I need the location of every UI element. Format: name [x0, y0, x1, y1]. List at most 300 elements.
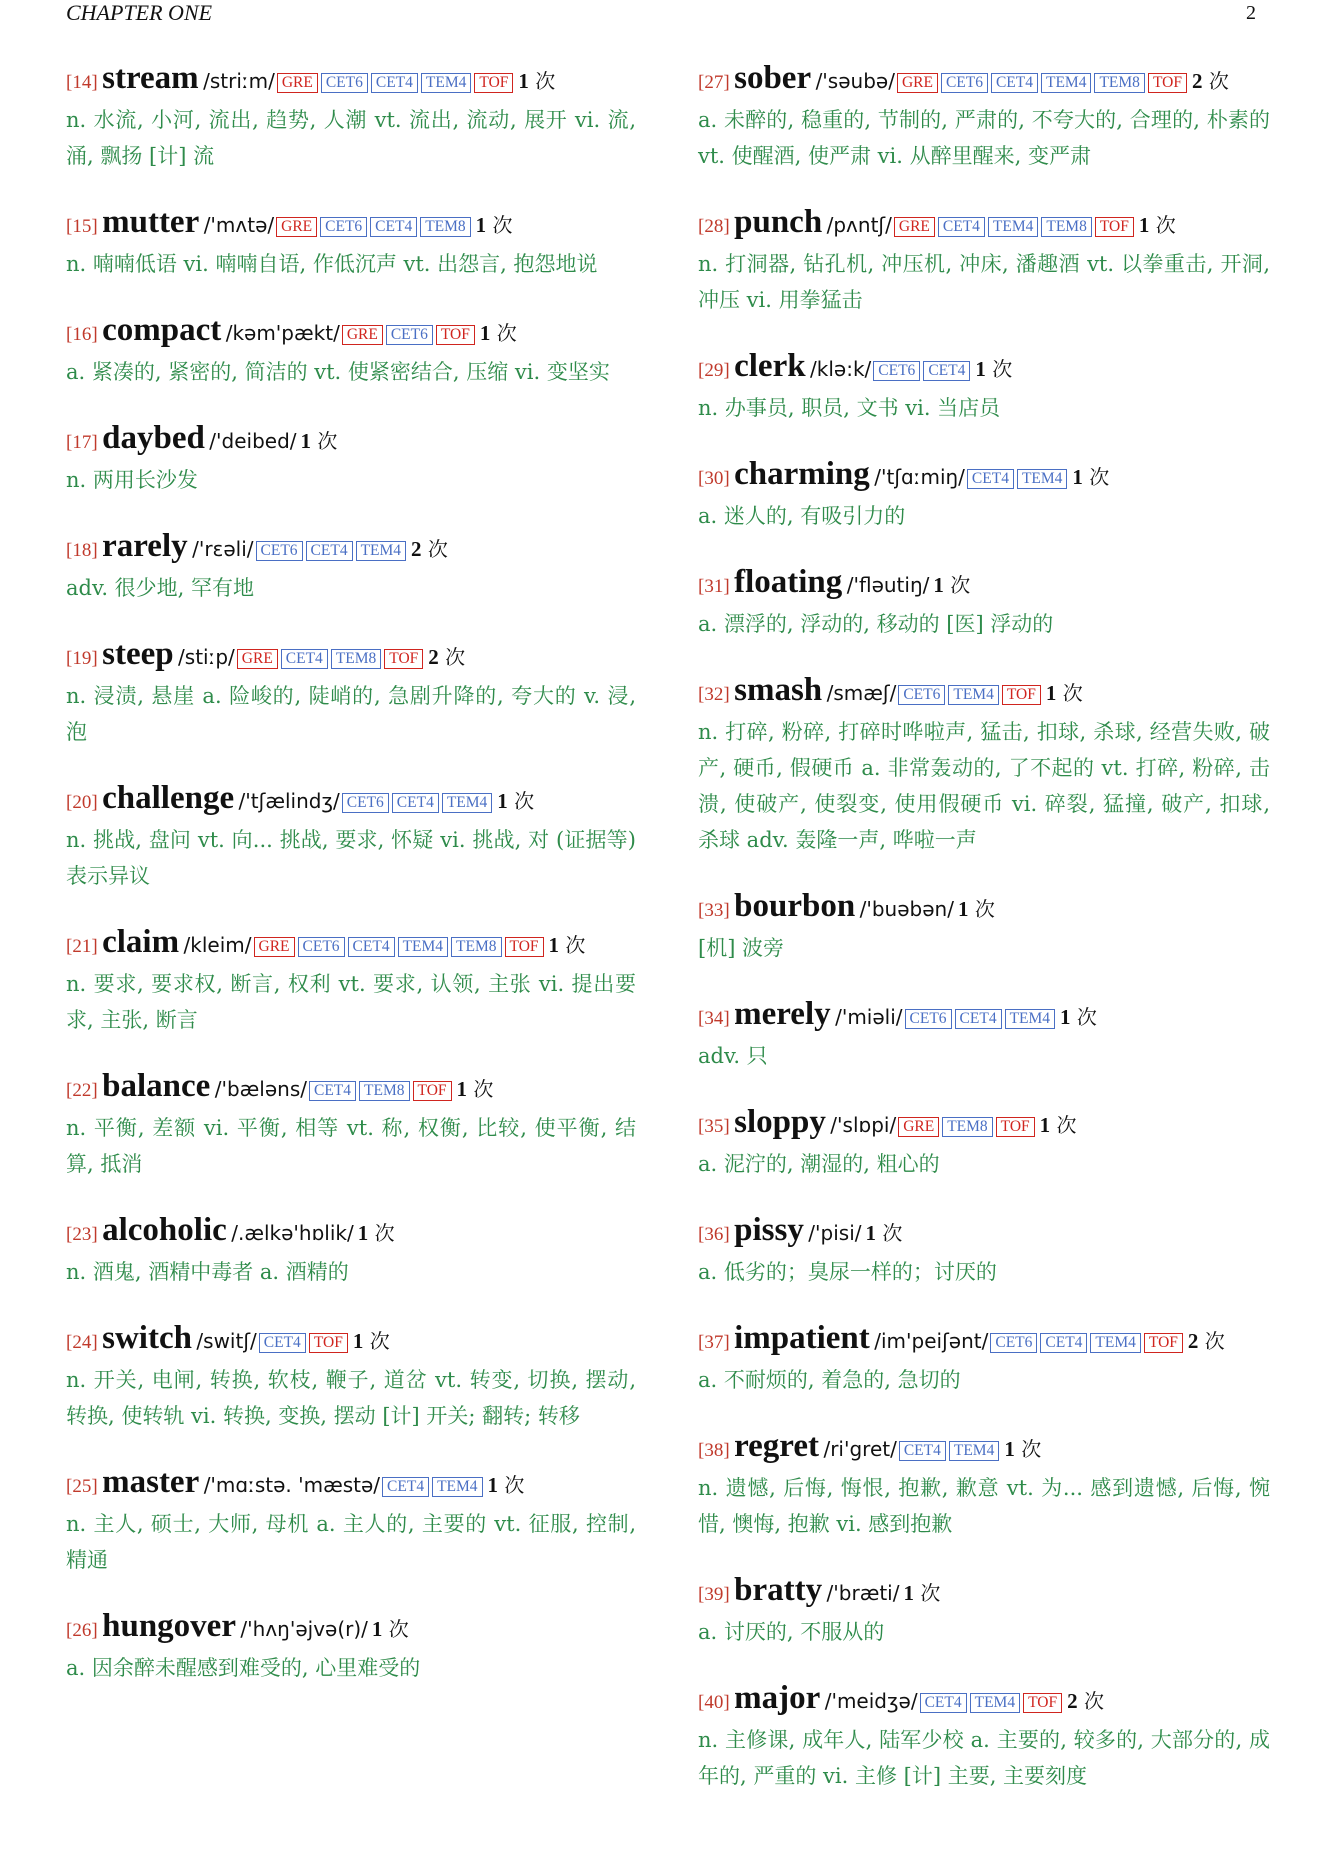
- entry-index: [24]: [66, 1332, 98, 1353]
- exam-tag: CET6: [320, 217, 367, 237]
- entry-index: [22]: [66, 1080, 98, 1101]
- count-value: 1: [518, 69, 529, 93]
- count-unit: 次: [514, 789, 535, 813]
- occurrence-count: [301, 429, 338, 453]
- phonetic: /kəm'pækt/: [225, 321, 340, 345]
- vocab-entry: [66, 1608, 636, 1686]
- headword: sober: [734, 60, 812, 96]
- occurrence-count: [1067, 1689, 1104, 1713]
- phonetic: /'meidʒə/: [824, 1689, 918, 1713]
- exam-tag: TEM8: [1094, 73, 1144, 93]
- count-value: 1: [479, 321, 491, 345]
- phonetic: /'deibed/: [209, 429, 297, 453]
- phonetic: /'buəbən/: [859, 897, 954, 921]
- vocab-entry: [698, 564, 1270, 642]
- count-unit: 次: [504, 1473, 525, 1497]
- headword: challenge: [102, 780, 235, 816]
- entry-index: [33]: [698, 900, 730, 921]
- phonetic: /'pisi/: [808, 1221, 862, 1245]
- occurrence-count: [1060, 1005, 1097, 1029]
- occurrence-count: [1004, 1437, 1041, 1461]
- headword: smash: [734, 672, 823, 708]
- occurrence-count: [903, 1581, 940, 1605]
- entry-headline: [698, 204, 1270, 246]
- exam-tag: GRE: [342, 325, 383, 345]
- count-value: 1: [352, 1329, 364, 1353]
- exam-tag: CET6: [321, 73, 368, 93]
- count-value: 1: [371, 1617, 383, 1641]
- definition: n. 办事员, 职员, 文书 vi. 当店员: [698, 396, 1001, 420]
- exam-tag: TEM4: [1005, 1009, 1055, 1029]
- headword: master: [102, 1464, 200, 1500]
- count-value: 1: [497, 789, 508, 813]
- phonetic: /im'peiʃənt/: [874, 1329, 989, 1353]
- occurrence-count: [518, 69, 555, 93]
- exam-tag: GRE: [276, 217, 317, 237]
- definition: a. 低劣的；臭尿一样的；讨厌的: [698, 1260, 997, 1284]
- vocab-entry: [66, 312, 636, 390]
- entry-headline: [66, 1068, 636, 1110]
- entry-headline: [66, 420, 636, 462]
- entry-index: [35]: [698, 1116, 730, 1137]
- entry-headline: [698, 1572, 1270, 1614]
- entry-index: [29]: [698, 360, 730, 381]
- vocab-entry: [698, 1212, 1270, 1290]
- exam-tag: TEM4: [442, 793, 492, 813]
- phonetic: /'hʌŋ'əjvə(r)/: [240, 1617, 368, 1641]
- vocab-entry: [66, 1212, 636, 1290]
- exam-tag: CET4: [370, 217, 417, 237]
- headword: compact: [102, 312, 222, 348]
- occurrence-count: [865, 1221, 902, 1245]
- exam-tag: CET4: [259, 1333, 306, 1353]
- entry-index: [37]: [698, 1332, 730, 1353]
- exam-tag: CET4: [920, 1693, 967, 1713]
- exam-tag: CET4: [382, 1477, 429, 1497]
- occurrence-count: [1192, 69, 1229, 93]
- definition: n. 挑战, 盘问 vt. 向... 挑战, 要求, 怀疑 vi. 挑战, 对 (证据等) 表示异议: [66, 828, 636, 888]
- exam-tag: TOF: [413, 1081, 452, 1101]
- headword: mutter: [102, 204, 200, 240]
- headword: bratty: [734, 1572, 823, 1608]
- headword: claim: [102, 924, 180, 960]
- definition: adv. 只: [698, 1044, 768, 1068]
- count-value: 2: [411, 537, 422, 561]
- entry-index: [25]: [66, 1476, 98, 1497]
- headword: hungover: [102, 1608, 236, 1644]
- exam-tag: TEM4: [432, 1477, 482, 1497]
- definition: adv. 很少地, 罕有地: [66, 576, 255, 600]
- occurrence-count: [428, 645, 465, 669]
- phonetic: /'slɒpi/: [830, 1113, 897, 1137]
- headword: bourbon: [734, 888, 856, 924]
- exam-tag: CET4: [309, 1081, 356, 1101]
- headword: balance: [102, 1068, 211, 1104]
- exam-tag: TOF: [505, 937, 544, 957]
- entry-index: [18]: [66, 540, 98, 561]
- definition: n. 两用长沙发: [66, 468, 198, 492]
- vocab-entry: [698, 1320, 1270, 1398]
- definition: n. 主修课, 成年人, 陆军少校 a. 主要的, 较多的, 大部分的, 成年的, 严重的 vi. 主修 [计] 主要, 主要刻度: [698, 1728, 1270, 1788]
- entry-index: [38]: [698, 1440, 730, 1461]
- headword: impatient: [734, 1320, 870, 1356]
- vocab-entry: [66, 420, 636, 498]
- exam-tag: TEM4: [949, 1441, 999, 1461]
- headword: pissy: [734, 1212, 804, 1248]
- occurrence-count: [1072, 465, 1109, 489]
- occurrence-count: [1188, 1329, 1225, 1353]
- count-unit: 次: [1155, 213, 1176, 237]
- exam-tag: TOF: [384, 649, 423, 669]
- phonetic: /smæʃ/: [826, 681, 897, 705]
- exam-tag: TEM4: [970, 1693, 1020, 1713]
- definition: n. 酒鬼, 酒精中毒者 a. 酒精的: [66, 1260, 349, 1284]
- definition: n. 喃喃低语 vi. 喃喃自语, 作低沉声 vt. 出怨言, 抱怨地说: [66, 252, 598, 276]
- entry-headline: [66, 204, 636, 246]
- count-unit: 次: [1021, 1437, 1042, 1461]
- entry-headline: [66, 1212, 636, 1254]
- entry-index: [39]: [698, 1584, 730, 1605]
- vocab-entry: [66, 1464, 636, 1578]
- headword: rarely: [102, 528, 188, 564]
- count-unit: 次: [427, 537, 448, 561]
- exam-tag: GRE: [277, 73, 318, 93]
- vocab-entry: [698, 1428, 1270, 1542]
- exam-tag: CET6: [256, 541, 303, 561]
- vocab-entry: [698, 348, 1270, 426]
- count-unit: 次: [1076, 1005, 1097, 1029]
- count-unit: 次: [920, 1581, 941, 1605]
- entry-headline: [698, 672, 1270, 714]
- entry-headline: [66, 924, 636, 966]
- exam-tag: CET6: [990, 1333, 1037, 1353]
- count-unit: 次: [317, 429, 338, 453]
- entry-index: [20]: [66, 792, 98, 813]
- definition: a. 泥泞的, 潮湿的, 粗心的: [698, 1152, 940, 1176]
- exam-tag: CET4: [281, 649, 328, 669]
- count-value: 1: [1060, 1005, 1071, 1029]
- count-value: 1: [957, 897, 969, 921]
- entry-index: [14]: [66, 72, 98, 93]
- phonetic: /'miəli/: [835, 1005, 903, 1029]
- exam-tag: CET6: [941, 73, 988, 93]
- headword: alcoholic: [102, 1212, 227, 1248]
- count-value: 1: [975, 357, 986, 381]
- vocab-entry: [698, 60, 1270, 174]
- phonetic: /'rɛəli/: [192, 537, 254, 561]
- count-unit: 次: [882, 1221, 903, 1245]
- occurrence-count: [1139, 213, 1176, 237]
- exam-tag: GRE: [254, 937, 295, 957]
- definition: a. 不耐烦的, 着急的, 急切的: [698, 1368, 961, 1392]
- phonetic: /'tʃɑːmiŋ/: [874, 465, 965, 489]
- vocab-entry: [66, 1320, 636, 1434]
- exam-tag: TEM4: [356, 541, 406, 561]
- count-value: 1: [1138, 213, 1150, 237]
- exam-tag: CET4: [306, 541, 353, 561]
- left-column: [66, 60, 636, 1716]
- occurrence-count: [975, 357, 1012, 381]
- headword: daybed: [102, 420, 205, 456]
- count-unit: 次: [992, 357, 1013, 381]
- occurrence-count: [549, 933, 586, 957]
- entry-index: [32]: [698, 684, 730, 705]
- exam-tag: CET4: [955, 1009, 1002, 1029]
- phonetic: /stiːp/: [178, 645, 235, 669]
- headword: switch: [102, 1320, 192, 1356]
- definition: n. 打碎, 粉碎, 打碎时哗啦声, 猛击, 扣球, 杀球, 经营失败, 破产, 硬币, 假硬币 a. 非常轰动的, 了不起的 vt. 打碎, 粉碎, 击溃, 使破产, 使裂变, 使用假硬币 vi. 碎裂, 猛撞, 破产, 扣球, 杀球 adv. 轰隆一声, 哗啦一声: [698, 720, 1270, 852]
- occurrence-count: [1046, 681, 1083, 705]
- headword: clerk: [734, 348, 806, 384]
- headword: stream: [102, 60, 199, 96]
- headword: regret: [734, 1428, 819, 1464]
- definition: a. 紧凑的, 紧密的, 简洁的 vt. 使紧密结合, 压缩 vi. 变坚实: [66, 360, 610, 384]
- entry-headline: [698, 1428, 1270, 1470]
- definition: a. 因余醉未醒感到难受的, 心里难受的: [66, 1656, 421, 1680]
- count-unit: 次: [388, 1617, 409, 1641]
- exam-tag: GRE: [237, 649, 278, 669]
- phonetic: /switʃ/: [196, 1329, 257, 1353]
- headword: sloppy: [734, 1104, 826, 1140]
- count-unit: 次: [1083, 1689, 1104, 1713]
- count-unit: 次: [492, 213, 513, 237]
- occurrence-count: [372, 1617, 409, 1641]
- definition: n. 要求, 要求权, 断言, 权利 vt. 要求, 认领, 主张 vi. 提出要求, 主张, 断言: [66, 972, 636, 1032]
- entry-headline: [698, 60, 1270, 102]
- chapter-title: CHAPTER ONE: [66, 0, 213, 25]
- count-value: 1: [548, 933, 560, 957]
- definition: a. 漂浮的, 浮动的, 移动的 [医] 浮动的: [698, 612, 1054, 636]
- exam-tag: CET6: [386, 325, 433, 345]
- count-unit: 次: [565, 933, 586, 957]
- occurrence-count: [411, 537, 448, 561]
- exam-tag: TEM4: [988, 217, 1038, 237]
- count-unit: 次: [369, 1329, 390, 1353]
- definition: n. 水流, 小河, 流出, 趋势, 人潮 vt. 流出, 流动, 展开 vi. 流, 涌, 飘扬 [计] 流: [66, 108, 636, 168]
- count-unit: 次: [1089, 465, 1110, 489]
- count-value: 1: [475, 213, 487, 237]
- occurrence-count: [497, 789, 534, 813]
- count-unit: 次: [1062, 681, 1083, 705]
- entry-index: [36]: [698, 1224, 730, 1245]
- count-value: 2: [1067, 1689, 1078, 1713]
- entry-headline: [66, 780, 636, 822]
- entry-headline: [66, 1464, 636, 1506]
- count-value: 1: [1039, 1113, 1051, 1137]
- headword: floating: [734, 564, 843, 600]
- phonetic: /'mʌtə/: [203, 213, 275, 237]
- phonetic: /'mɑːstə. 'mæstə/: [203, 1473, 381, 1497]
- vocab-entry: [66, 528, 636, 606]
- count-unit: 次: [1204, 1329, 1225, 1353]
- definition: n. 打洞器, 钻孔机, 冲压机, 冲床, 潘趣酒 vt. 以拳重击, 开洞, 冲压 vi. 用拳猛击: [698, 252, 1270, 312]
- exam-tag: TEM8: [451, 937, 501, 957]
- count-value: 1: [1072, 465, 1083, 489]
- exam-tag: CET4: [938, 217, 985, 237]
- count-value: 1: [300, 429, 312, 453]
- entry-headline: [66, 528, 636, 570]
- exam-tag: CET4: [392, 793, 439, 813]
- entry-index: [15]: [66, 216, 98, 237]
- exam-tag: TOF: [1023, 1693, 1062, 1713]
- phonetic: /striːm/: [203, 69, 275, 93]
- exam-tag: TOF: [309, 1333, 348, 1353]
- vocab-entry: [698, 1104, 1270, 1182]
- entry-index: [27]: [698, 72, 730, 93]
- vocab-entry: [698, 672, 1270, 858]
- exam-tag: CET6: [898, 685, 945, 705]
- vocab-entry: [66, 636, 636, 750]
- count-unit: 次: [1056, 1113, 1077, 1137]
- entry-headline: [66, 312, 636, 354]
- count-unit: 次: [473, 1077, 494, 1101]
- count-value: 2: [1187, 1329, 1199, 1353]
- entry-index: [16]: [66, 324, 98, 345]
- occurrence-count: [358, 1221, 395, 1245]
- occurrence-count: [353, 1329, 390, 1353]
- entry-headline: [66, 60, 636, 102]
- entry-index: [34]: [698, 1008, 730, 1029]
- exam-tag: CET4: [991, 73, 1038, 93]
- exam-tag: TOF: [1095, 217, 1134, 237]
- count-unit: 次: [496, 321, 517, 345]
- exam-tag: CET4: [371, 73, 418, 93]
- occurrence-count: [488, 1473, 525, 1497]
- entry-index: [19]: [66, 648, 98, 669]
- exam-tag: TOF: [1148, 73, 1187, 93]
- exam-tag: TEM4: [398, 937, 448, 957]
- entry-headline: [698, 1212, 1270, 1254]
- vocab-entry: [698, 1572, 1270, 1650]
- exam-tag: CET4: [1040, 1333, 1087, 1353]
- count-value: 1: [357, 1221, 369, 1245]
- vocab-entry: [698, 456, 1270, 534]
- entry-index: [26]: [66, 1620, 98, 1641]
- exam-tag: TEM8: [359, 1081, 409, 1101]
- entry-index: [28]: [698, 216, 730, 237]
- phonetic: /'fləutiŋ/: [846, 573, 930, 597]
- exam-tag: TEM8: [420, 217, 470, 237]
- exam-tag: GRE: [894, 217, 935, 237]
- phonetic: /klə:k/: [810, 357, 872, 381]
- definition: n. 遗憾, 后悔, 悔恨, 抱歉, 歉意 vt. 为... 感到遗憾, 后悔, 惋惜, 懊悔, 抱歉 vi. 感到抱歉: [698, 1476, 1270, 1536]
- count-value: 1: [903, 1581, 914, 1605]
- count-value: 1: [487, 1473, 499, 1497]
- count-value: 2: [428, 645, 439, 669]
- exam-tag: TOF: [996, 1117, 1035, 1137]
- count-value: 2: [1191, 69, 1203, 93]
- count-unit: 次: [445, 645, 466, 669]
- count-value: 1: [1004, 1437, 1015, 1461]
- exam-tag: TOF: [474, 73, 513, 93]
- right-column: [698, 60, 1270, 1824]
- phonetic: /pʌntʃ/: [826, 213, 892, 237]
- vocab-entry: [698, 204, 1270, 318]
- phonetic: /'səubə/: [815, 69, 895, 93]
- entry-headline: [698, 888, 1270, 930]
- phonetic: /'bæləns/: [214, 1077, 307, 1101]
- entry-headline: [698, 456, 1270, 498]
- exam-tag: TOF: [1144, 1333, 1183, 1353]
- definition: n. 主人, 硕士, 大师, 母机 a. 主人的, 主要的 vt. 征服, 控制, 精通: [66, 1512, 636, 1572]
- headword: steep: [102, 636, 174, 672]
- page-header: [66, 0, 1256, 30]
- exam-tag: TEM8: [942, 1117, 992, 1137]
- vocab-entry: [66, 1068, 636, 1182]
- occurrence-count: [958, 897, 995, 921]
- occurrence-count: [476, 213, 513, 237]
- count-value: 1: [1045, 681, 1057, 705]
- entry-headline: [66, 1320, 636, 1362]
- vocab-entry: [66, 204, 636, 282]
- entry-headline: [698, 996, 1270, 1038]
- entry-index: [23]: [66, 1224, 98, 1245]
- headword: charming: [734, 456, 870, 492]
- exam-tag: CET6: [298, 937, 345, 957]
- definition: n. 平衡, 差额 vi. 平衡, 相等 vt. 称, 权衡, 比较, 使平衡, 结算, 抵消: [66, 1116, 636, 1176]
- definition: n. 开关, 电闸, 转换, 软枝, 鞭子, 道岔 vt. 转变, 切换, 摆动, 转换, 使转轨 vi. 转换, 变换, 摆动 [计] 开关; 翻转; 转移: [66, 1368, 636, 1428]
- exam-tag: TEM4: [948, 685, 998, 705]
- count-unit: 次: [374, 1221, 395, 1245]
- page-number: 2: [1246, 2, 1256, 24]
- exam-tag: CET6: [905, 1009, 952, 1029]
- exam-tag: TEM4: [421, 73, 471, 93]
- vocab-entry: [698, 1680, 1270, 1794]
- definition: n. 浸渍, 悬崖 a. 险峻的, 陡峭的, 急剧升降的, 夸大的 v. 浸, 泡: [66, 684, 636, 744]
- entry-headline: [698, 1320, 1270, 1362]
- exam-tag: CET4: [923, 361, 970, 381]
- entry-index: [31]: [698, 576, 730, 597]
- exam-tag: GRE: [897, 73, 938, 93]
- entry-headline: [698, 1104, 1270, 1146]
- exam-tag: CET4: [348, 937, 395, 957]
- vocab-entry: [698, 888, 1270, 966]
- exam-tag: TOF: [436, 325, 475, 345]
- entry-headline: [66, 636, 636, 678]
- exam-tag: TEM4: [1090, 1333, 1140, 1353]
- occurrence-count: [480, 321, 517, 345]
- phonetic: /kleim/: [183, 933, 252, 957]
- exam-tag: TOF: [1002, 685, 1041, 705]
- occurrence-count: [933, 573, 970, 597]
- entry-index: [40]: [698, 1692, 730, 1713]
- exam-tag: TEM8: [1041, 217, 1091, 237]
- exam-tag: TEM4: [1017, 469, 1067, 489]
- count-unit: 次: [950, 573, 971, 597]
- entry-headline: [66, 1608, 636, 1650]
- entry-index: [17]: [66, 432, 98, 453]
- definition: a. 迷人的, 有吸引力的: [698, 504, 906, 528]
- entry-index: [21]: [66, 936, 98, 957]
- vocab-entry: [66, 780, 636, 894]
- exam-tag: TEM8: [331, 649, 381, 669]
- count-unit: 次: [974, 897, 995, 921]
- occurrence-count: [457, 1077, 494, 1101]
- entry-headline: [698, 564, 1270, 606]
- count-value: 1: [865, 1221, 876, 1245]
- occurrence-count: [1040, 1113, 1077, 1137]
- exam-tag: GRE: [898, 1117, 939, 1137]
- vocab-entry: [698, 996, 1270, 1074]
- exam-tag: TEM4: [1041, 73, 1091, 93]
- exam-tag: CET6: [342, 793, 389, 813]
- entry-index: [30]: [698, 468, 730, 489]
- phonetic: /ri'gret/: [823, 1437, 897, 1461]
- phonetic: /'bræti/: [826, 1581, 900, 1605]
- exam-tag: CET4: [899, 1441, 946, 1461]
- phonetic: /.ælkə'hɒlik/: [231, 1221, 354, 1245]
- vocab-entry: [66, 924, 636, 1038]
